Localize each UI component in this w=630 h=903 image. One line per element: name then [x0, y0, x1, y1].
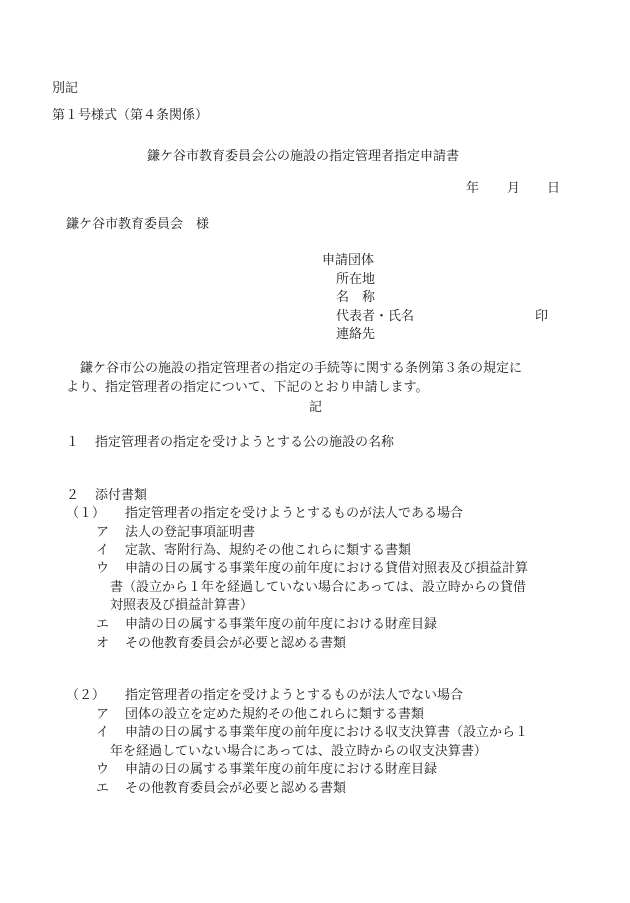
applicant-group-label: 申請団体 [322, 253, 375, 268]
section-1-number: １ [66, 435, 80, 450]
group-1-item-text: 法人の登記事項証明書 [125, 525, 256, 540]
group-1-text: 指定管理者の指定を受けようとするものが法人である場合 [125, 506, 464, 521]
group-1-item-text: 申請の日の属する事業年度の前年度における貸借対照表及び損益計算 [125, 561, 529, 576]
section-2-text: 添付書類 [95, 488, 148, 503]
form-label: 第１号様式（第４条関係） [52, 108, 209, 123]
group-1-item-kana: イ [96, 543, 110, 558]
applicant-contact-label: 連絡先 [336, 327, 376, 342]
group-1-item-text: 申請の日の属する事業年度の前年度における財産目録 [125, 617, 438, 632]
group-2-item-text-continued: 年を経過していない場合にあっては、設立時からの収支決算書） [110, 744, 487, 759]
appendix-label: 別記 [52, 81, 79, 96]
applicant-representative-label: 代表者・氏名 [336, 309, 415, 324]
group-1-item-kana: エ [96, 617, 110, 632]
addressee: 鎌ケ谷市教育委員会 様 [66, 217, 210, 232]
group-1-number: （１） [66, 506, 106, 521]
group-1-item-kana: ア [96, 525, 110, 540]
group-2-number: （２） [66, 688, 106, 703]
group-2-item-kana: ウ [96, 762, 110, 777]
ki-heading: 記 [309, 400, 323, 415]
applicant-name-label: 名 称 [336, 290, 376, 305]
date-month: 月 [507, 181, 521, 196]
body-line-2: より、指定管理者の指定について、下記のとおり申請します。 [66, 380, 429, 395]
group-1-item-text: その他教育委員会が必要と認める書類 [125, 636, 347, 651]
group-1-item-kana: ウ [96, 561, 110, 576]
group-2-item-text: その他教育委員会が必要と認める書類 [125, 781, 347, 796]
applicant-address-label: 所在地 [336, 272, 376, 287]
body-line-1: 鎌ケ谷市公の施設の指定管理者の指定の手続等に関する条例第３条の規定に [80, 361, 523, 376]
group-1-item-text: 定款、寄附行為、規約その他これらに類する書類 [125, 543, 412, 558]
document-title: 鎌ケ谷市教育委員会公の施設の指定管理者指定申請書 [147, 149, 460, 164]
group-2-item-text: 申請の日の属する事業年度の前年度における収支決算書（設立から１ [125, 725, 529, 740]
date-year: 年 [466, 181, 480, 196]
section-2-number: ２ [66, 488, 80, 503]
group-1-item-text-continued: 対照表及び損益計算書） [110, 598, 254, 613]
group-1-item-text-continued: 書（設立から１年を経過していない場合にあっては、設立時からの貸借 [110, 580, 526, 595]
section-1-text: 指定管理者の指定を受けようとする公の施設の名称 [95, 435, 395, 450]
group-2-item-text: 団体の設立を定めた規約その他これらに類する書類 [125, 707, 425, 722]
date-day: 日 [547, 181, 561, 196]
group-2-text: 指定管理者の指定を受けようとするものが法人でない場合 [125, 688, 464, 703]
seal-mark: 印 [535, 309, 549, 324]
group-2-item-text: 申請の日の属する事業年度の前年度における財産目録 [125, 762, 438, 777]
group-1-item-kana: オ [96, 636, 110, 651]
group-2-item-kana: イ [96, 725, 110, 740]
group-2-item-kana: エ [96, 781, 110, 796]
group-2-item-kana: ア [96, 707, 110, 722]
